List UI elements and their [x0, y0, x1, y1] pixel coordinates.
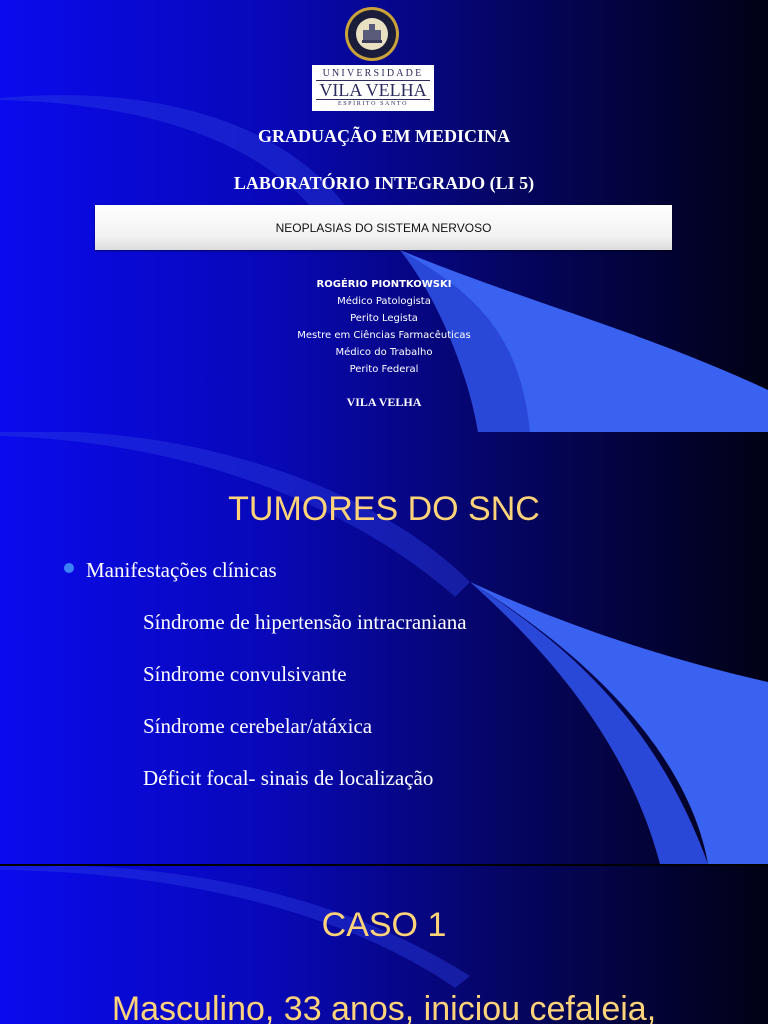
bullet-dot-icon: [64, 563, 74, 573]
slide-2: [0, 432, 768, 864]
slide-title: TUMORES DO SNC: [228, 490, 540, 528]
university-seal-icon: [344, 6, 400, 62]
sub-item: Síndrome de hipertensão intracraniana: [143, 610, 467, 634]
sub-item: Síndrome cerebelar/atáxica: [143, 714, 373, 738]
presentation-title: NEOPLASIAS DO SISTEMA NERVOSO: [275, 220, 492, 235]
slide-3: [0, 866, 768, 1024]
city-label: VILA VELHA: [346, 395, 422, 409]
author-role: Perito Legista: [350, 313, 418, 324]
author-role: Médico Patologista: [337, 296, 431, 307]
logo-line-2: VILA VELHA: [316, 80, 430, 100]
logo-line-1: UNIVERSIDADE: [322, 68, 424, 79]
logo-line-3: ESPÍRITO SANTO: [337, 101, 409, 107]
slide-1: [0, 0, 768, 432]
author-block: [0, 276, 768, 378]
bullet-item: [64, 558, 277, 583]
author-role: Mestre em Ciências Farmacêuticas: [297, 330, 471, 341]
sub-item: Síndrome convulsivante: [143, 662, 347, 686]
case-text-line: Masculino, 33 anos, iniciou cefaleia,: [111, 990, 657, 1024]
bullet-text: Manifestações clínicas: [86, 558, 277, 582]
presentation-title-bar: [95, 205, 672, 250]
program-heading: GRADUAÇÃO EM MEDICINA: [258, 126, 510, 146]
course-heading: LABORATÓRIO INTEGRADO (LI 5): [233, 173, 535, 193]
author-role: Perito Federal: [349, 364, 419, 375]
case-title: CASO 1: [321, 906, 447, 944]
university-logo: [312, 65, 434, 111]
author-name: ROGÉRIO PIONTKOWSKI: [316, 279, 452, 290]
sub-item: Déficit focal- sinais de localização: [143, 766, 434, 790]
author-role: Médico do Trabalho: [335, 347, 433, 358]
